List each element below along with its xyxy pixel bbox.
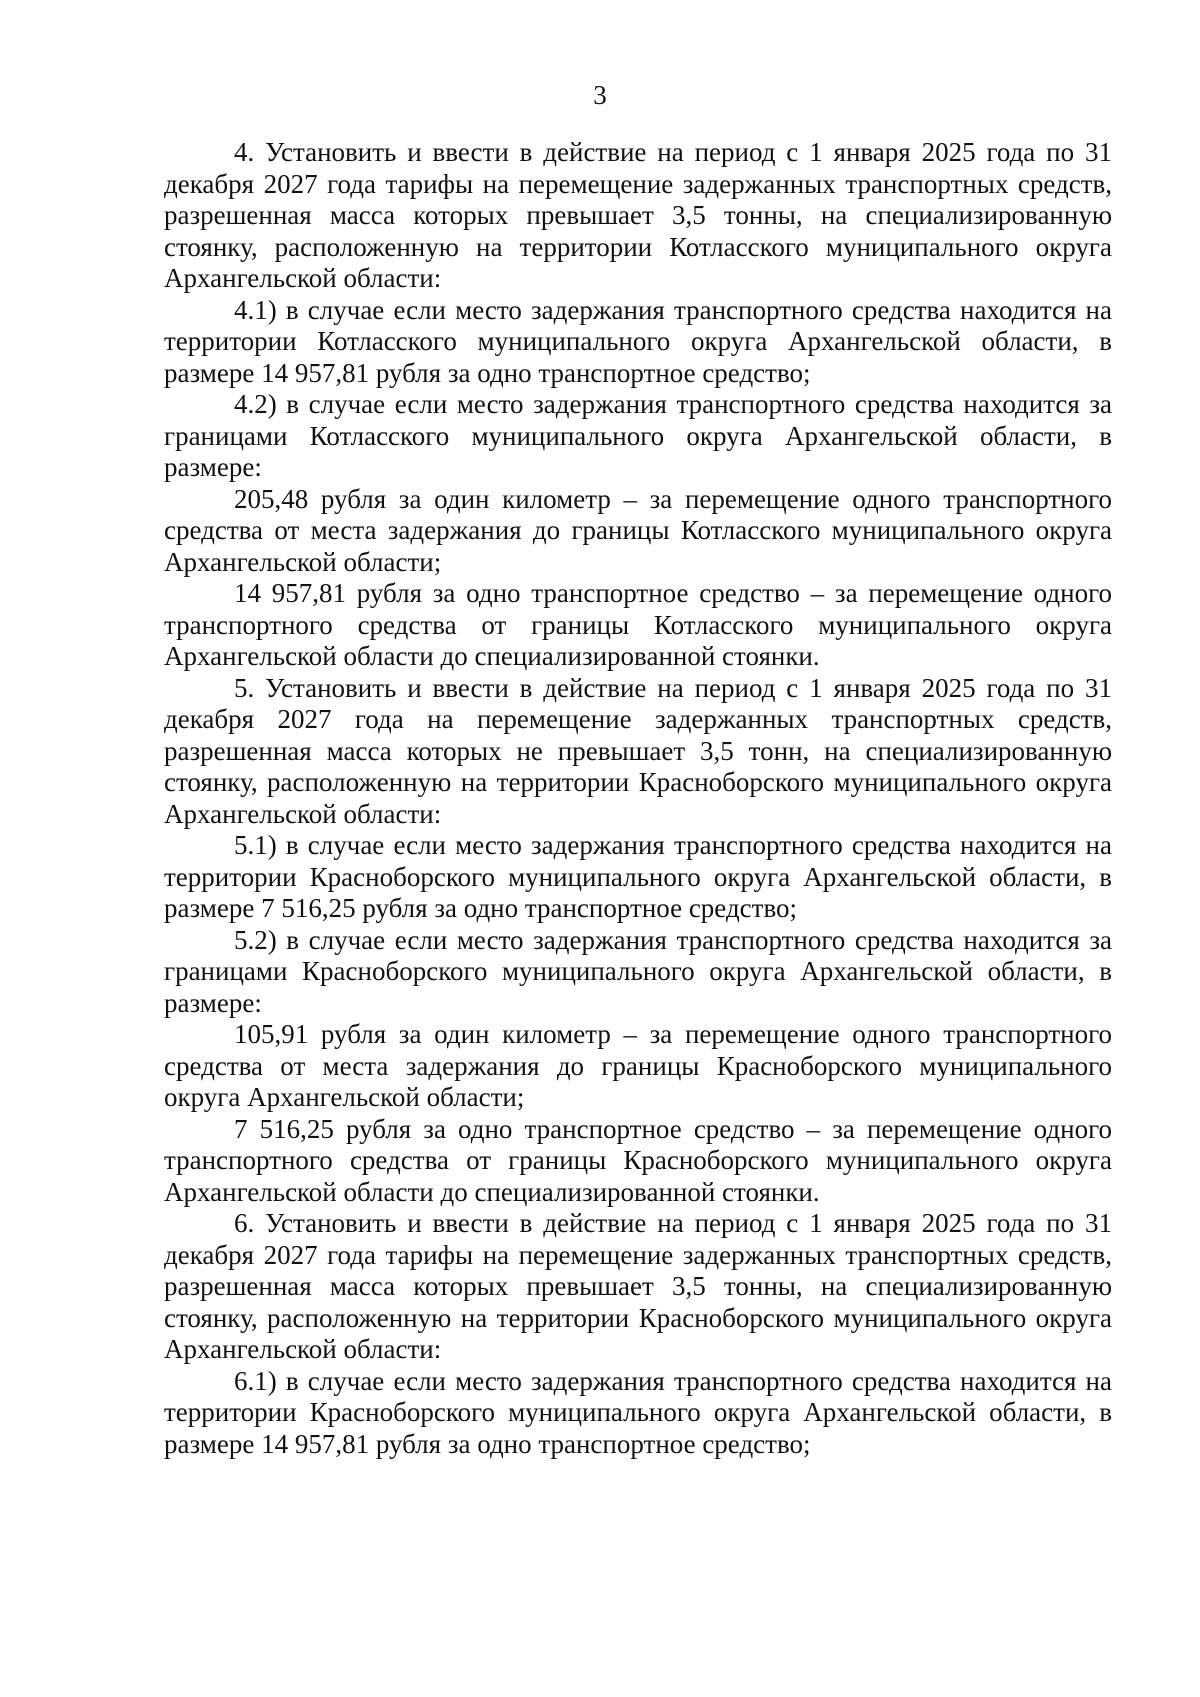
- paragraph-5-1: 5.1) в случае если место задержания транспортного средства находится на территории Красноборского муниципального округа Архангельской области, в размере 7 516,25 рубля за одно транспортное средство;: [164, 830, 1112, 923]
- paragraph-5-2-rate-per-vehicle: 7 516,25 рубля за одно транспортное средство – за перемещение одного транспортного средства от границы Красноборского муниципального округа Архангельской области до специализированной стоянки.: [164, 1113, 1112, 1207]
- paragraph-5-2-rate-per-km: 105,91 рубля за один километр – за перемещение одного транспортного средства от места задержания до границы Красноборского муниципального округа Архангельской области;: [164, 1019, 1112, 1112]
- paragraph-6: 6. Установить и ввести в действие на период с 1 января 2025 года по 31 декабря 2027 года тарифы на перемещение задержанных транспортных средств, разрешенная масса которых превышает 3,5 тонны, на специализированную стоянку, расположенную на территории Красноборского муниципального округа Архангельской области:: [164, 1208, 1112, 1364]
- paragraph-4-2-rate-per-km: 205,48 рубля за один километр – за перемещение одного транспортного средства от места задержания до границы Котласского муниципального округа Архангельской области;: [164, 483, 1112, 577]
- page-number: 3: [593, 80, 607, 110]
- paragraph-4: 4. Установить и ввести в действие на период с 1 января 2025 года по 31 декабря 2027 года тарифы на перемещение задержанных транспортных средств, разрешенная масса которых превышает 3,5 тонны, на специализированную стоянку, расположенную на территории Котласского муниципального округа Архангельской области:: [164, 137, 1112, 293]
- paragraph-5: 5. Установить и ввести в действие на период с 1 января 2025 года по 31 декабря 2027 года на перемещение задержанных транспортных средств, разрешенная масса которых не превышает 3,5 тонн, на специализированную стоянку, расположенную на территории Красноборского муниципального округа Архангельской области:: [164, 672, 1112, 829]
- paragraph-4-2: 4.2) в случае если место задержания транспортного средства находится за границами Котласского муниципального округа Архангельской области, в размере:: [164, 389, 1112, 482]
- paragraph-4-2-rate-per-vehicle: 14 957,81 рубля за одно транспортное средство – за перемещение одного транспортного средства от границы Котласского муниципального округа Архангельской области до специализированной стоянки.: [164, 578, 1112, 671]
- paragraph-4-1: 4.1) в случае если место задержания транспортного средства находится на территории Котласского муниципального округа Архангельской области, в размере 14 957,81 рубля за одно транспортное средство;: [164, 294, 1112, 388]
- document-body: [164, 137, 1112, 1460]
- paragraph-6-1: 6.1) в случае если место задержания транспортного средства находится на территории Красноборского муниципального округа Архангельской области, в размере 14 957,81 рубля за одно транспортное средство;: [164, 1365, 1112, 1459]
- paragraph-5-2: 5.2) в случае если место задержания транспортного средства находится за границами Красноборского муниципального округа Архангельской области, в размере:: [164, 924, 1112, 1018]
